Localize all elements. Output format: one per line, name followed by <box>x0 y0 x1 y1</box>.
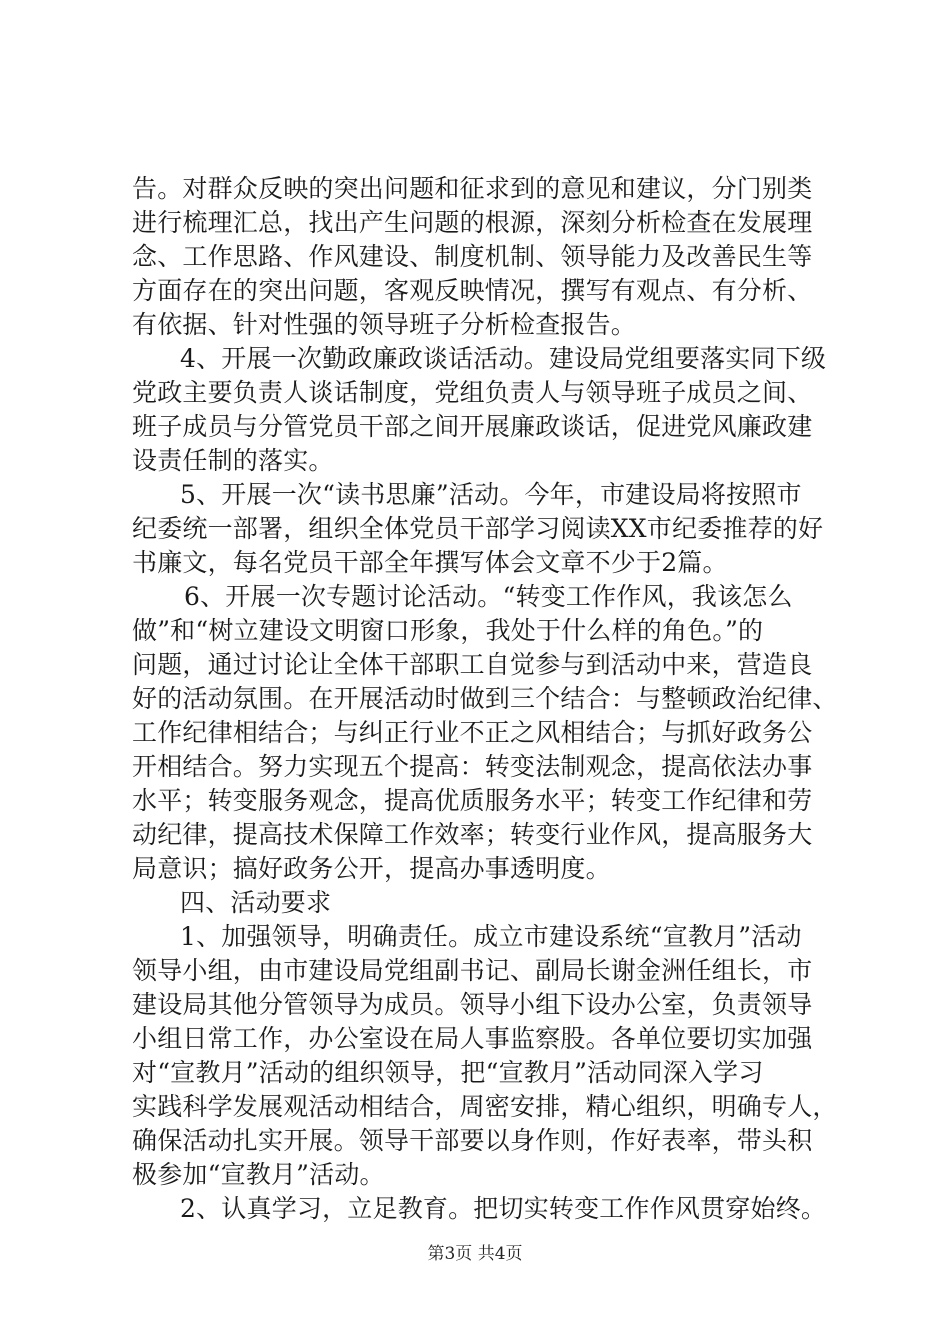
text-line: 2、认真学习，立足教育。把切实转变工作作风贯穿始终。 <box>180 1194 827 1223</box>
text-line: 好的活动氛围。在开展活动时做到三个结合：与整顿政治纪律、 <box>132 684 838 713</box>
text-line: 开相结合。努力实现五个提高：转变法制观念，提高依法办事 <box>132 752 813 781</box>
text-line: 小组日常工作，办公室设在局人事监察股。各单位要切实加强 <box>132 1024 813 1053</box>
text-line: 局意识；搞好政务公开，提高办事透明度。 <box>132 854 611 883</box>
text-line: 念、工作思路、作风建设、制度机制、领导能力及改善民生等 <box>132 242 813 271</box>
text-line: 动纪律，提高技术保障工作效率；转变行业作风，提高服务大 <box>132 820 813 849</box>
text-line: 问题，通过讨论让全体干部职工自觉参与到活动中来，营造良 <box>132 650 813 679</box>
text-line: 做”和“树立建设文明窗口形象，我处于什么样的角色。”的 <box>132 616 764 645</box>
text-line: 5、开展一次“读书思廉”活动。今年，市建设局将按照市 <box>180 480 802 509</box>
text-line: 方面存在的突出问题，客观反映情况，撰写有观点、有分析、 <box>132 276 813 305</box>
text-line: 书廉文，每名党员干部全年撰写体会文章不少于2篇。 <box>132 548 728 577</box>
text-line: 班子成员与分管党员干部之间开展廉政谈话，促进党风廉政建 <box>132 412 813 441</box>
page-number-footer: 第3页 共4页 <box>427 1244 523 1264</box>
text-line: 告。对群众反映的突出问题和征求到的意见和建议，分门别类 <box>132 174 813 203</box>
text-line: 有依据、针对性强的领导班子分析检查报告。 <box>132 310 637 339</box>
text-line: 6、开展一次专题讨论活动。“转变工作作风，我该怎么 <box>184 582 793 611</box>
text-line: 设责任制的落实。 <box>132 446 334 475</box>
text-line: 1、加强领导，明确责任。成立市建设系统“宣教月”活动 <box>180 922 802 951</box>
section-heading: 四、活动要求 <box>180 888 332 917</box>
text-line: 工作纪律相结合；与纠正行业不正之风相结合；与抓好政务公 <box>132 718 813 747</box>
text-line: 极参加“宣教月”活动。 <box>132 1160 385 1189</box>
text-line: 对“宣教月”活动的组织领导，把“宣教月”活动同深入学习 <box>132 1058 764 1087</box>
text-line: 进行梳理汇总，找出产生问题的根源，深刻分析检查在发展理 <box>132 208 813 237</box>
text-line: 水平；转变服务观念，提高优质服务水平；转变工作纪律和劳 <box>132 786 813 815</box>
text-line: 实践科学发展观活动相结合，周密安排，精心组织，明确专人， <box>132 1092 838 1121</box>
text-line: 建设局其他分管领导为成员。领导小组下设办公室，负责领导 <box>132 990 813 1019</box>
text-line: 4、开展一次勤政廉政谈话活动。建设局党组要落实同下级 <box>180 344 827 373</box>
text-line: 领导小组，由市建设局党组副书记、副局长谢金洲任组长，市 <box>132 956 813 985</box>
text-line: 党政主要负责人谈话制度，党组负责人与领导班子成员之间、 <box>132 378 813 407</box>
text-line: 纪委统一部署，组织全体党员干部学习阅读XX市纪委推荐的好 <box>132 514 824 543</box>
text-line: 确保活动扎实开展。领导干部要以身作则，作好表率，带头积 <box>132 1126 813 1155</box>
